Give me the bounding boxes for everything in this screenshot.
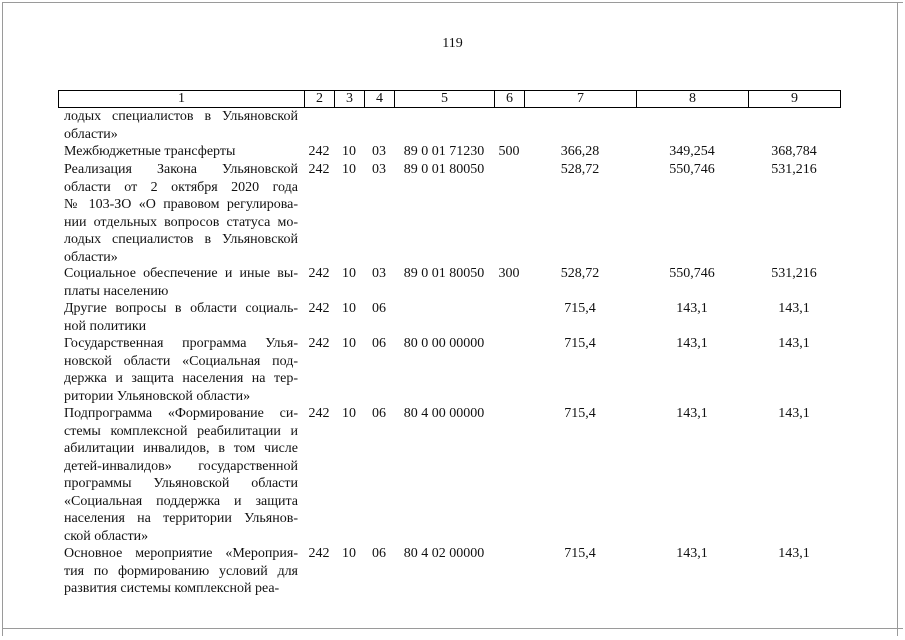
- row-cell-col-9: 368,784: [771, 144, 817, 159]
- row-cell-col-8: 143,1: [676, 406, 708, 421]
- row-cell-col-8: 550,746: [669, 162, 715, 177]
- row-cell-col-9: 143,1: [778, 336, 810, 351]
- row-cell-col-7: 366,28: [560, 144, 600, 159]
- row-cell-col-5: 80 4 00 00000: [403, 406, 485, 421]
- row-description-line: области»: [64, 249, 118, 265]
- row-description-line: абилитации инвалидов, в том числе: [64, 441, 298, 456]
- row-cell-col-7: 715,4: [564, 406, 596, 421]
- row-cell-col-5: 89 0 01 80050: [403, 266, 485, 281]
- row-description-line: области»: [64, 126, 118, 142]
- row-description-line: «Социальная поддержка и защита: [64, 493, 298, 509]
- row-description: [64, 161, 298, 266]
- row-description-line: стемы комплексной реабилитации и: [64, 423, 298, 439]
- row-cell-col-4: 06: [372, 336, 386, 351]
- row-description: [64, 265, 298, 300]
- row-description: [64, 545, 298, 598]
- row-cell-col-7: 528,72: [560, 162, 600, 177]
- row-description-line: Социальное обеспечение и иные вы-: [64, 266, 298, 281]
- row-description: [64, 335, 298, 405]
- row-cell-col-4: 03: [372, 162, 386, 177]
- row-description: [64, 108, 298, 143]
- row-cell-col-9: 143,1: [778, 406, 810, 421]
- row-cell-col-9: 531,216: [771, 266, 817, 281]
- row-description-line: Основное мероприятие «Мероприя-: [64, 546, 298, 561]
- row-cell-col-2: 242: [308, 406, 330, 421]
- row-description-line: населения на территории Ульянов-: [64, 511, 298, 526]
- row-cell-col-6: 300: [498, 266, 520, 281]
- row-cell-col-2: 242: [308, 162, 330, 177]
- frame-bottom-edge: [2, 628, 903, 629]
- row-cell-col-3: 10: [342, 301, 356, 316]
- row-cell-col-7: 715,4: [564, 301, 596, 316]
- row-cell-col-3: 10: [342, 266, 356, 281]
- frame-left-edge: [2, 2, 3, 636]
- row-description-line: платы населению: [64, 283, 169, 299]
- row-cell-col-8: 143,1: [676, 336, 708, 351]
- row-cell-col-2: 242: [308, 546, 330, 561]
- page-number: 119: [442, 36, 463, 51]
- row-cell-col-2: 242: [308, 144, 330, 159]
- row-description-line: Реализация Закона Ульяновской: [64, 162, 298, 177]
- row-cell-col-9: 531,216: [771, 162, 817, 177]
- row-cell-col-7: 715,4: [564, 336, 596, 351]
- row-description-line: Подпрограмма «Формирование си-: [64, 406, 298, 421]
- column-header-9: 9: [749, 91, 841, 108]
- row-description-line: держка и защита населения на тер-: [64, 371, 298, 386]
- row-description-line: лодых специалистов в Ульяновской: [64, 232, 298, 247]
- row-cell-col-4: 06: [372, 406, 386, 421]
- row-description-line: тия по формированию условий для: [64, 563, 298, 579]
- row-description-line: № 103-ЗО «О правовом регулирова-: [64, 197, 298, 212]
- column-header-row: [59, 91, 841, 108]
- row-cell-col-5: 89 0 01 80050: [403, 162, 485, 177]
- column-header-3: 3: [335, 91, 365, 108]
- column-header-4: 4: [365, 91, 395, 108]
- row-cell-col-2: 242: [308, 336, 330, 351]
- row-cell-col-2: 242: [308, 266, 330, 281]
- column-header-8: 8: [637, 91, 749, 108]
- row-description-line: Межбюджетные трансферты: [64, 144, 236, 159]
- frame-right-edge: [897, 2, 898, 636]
- row-cell-col-6: 500: [498, 144, 520, 159]
- row-cell-col-8: 550,746: [669, 266, 715, 281]
- column-header-7: 7: [525, 91, 637, 108]
- row-cell-col-7: 528,72: [560, 266, 600, 281]
- row-description-line: детей-инвалидов» государственной: [64, 458, 298, 474]
- row-cell-col-5: 80 4 02 00000: [403, 546, 485, 561]
- row-description-line: ской области»: [64, 528, 149, 544]
- row-description-line: развития системы комплексной реа-: [64, 581, 280, 596]
- column-header-table: [58, 90, 841, 108]
- row-cell-col-5: 80 0 00 00000: [403, 336, 485, 351]
- row-cell-col-9: 143,1: [778, 546, 810, 561]
- row-cell-col-5: 89 0 01 71230: [403, 144, 485, 159]
- row-description: [64, 405, 298, 545]
- row-cell-col-8: 349,254: [669, 144, 715, 159]
- row-cell-col-3: 10: [342, 546, 356, 561]
- row-description-line: лодых специалистов в Ульяновской: [64, 109, 298, 124]
- row-cell-col-3: 10: [342, 162, 356, 177]
- row-description-line: области от 2 октября 2020 года: [64, 179, 298, 195]
- column-header-6: 6: [495, 91, 525, 108]
- row-description: [64, 300, 298, 335]
- row-cell-col-4: 06: [372, 301, 386, 316]
- row-description-line: новской области «Социальная под-: [64, 353, 298, 369]
- column-header-5: 5: [395, 91, 495, 108]
- row-cell-col-2: 242: [308, 301, 330, 316]
- row-cell-col-4: 06: [372, 546, 386, 561]
- row-description-line: программы Ульяновской области: [64, 476, 298, 491]
- row-cell-col-8: 143,1: [676, 546, 708, 561]
- row-description-line: ной политики: [64, 318, 147, 334]
- column-header-2: 2: [305, 91, 335, 108]
- row-cell-col-3: 10: [342, 406, 356, 421]
- row-cell-col-9: 143,1: [778, 301, 810, 316]
- column-header-1: 1: [59, 91, 305, 108]
- frame-top-edge: [2, 2, 903, 3]
- row-description-line: ритории Ульяновской области»: [64, 388, 251, 404]
- row-cell-col-8: 143,1: [676, 301, 708, 316]
- row-cell-col-3: 10: [342, 144, 356, 159]
- row-cell-col-7: 715,4: [564, 546, 596, 561]
- row-description-line: Другие вопросы в области социаль-: [64, 301, 298, 316]
- row-description-line: нии отдельных вопросов статуса мо-: [64, 214, 298, 230]
- row-cell-col-3: 10: [342, 336, 356, 351]
- row-description-line: Государственная программа Улья-: [64, 336, 298, 351]
- row-description: [64, 143, 298, 161]
- row-cell-col-4: 03: [372, 266, 386, 281]
- row-cell-col-4: 03: [372, 144, 386, 159]
